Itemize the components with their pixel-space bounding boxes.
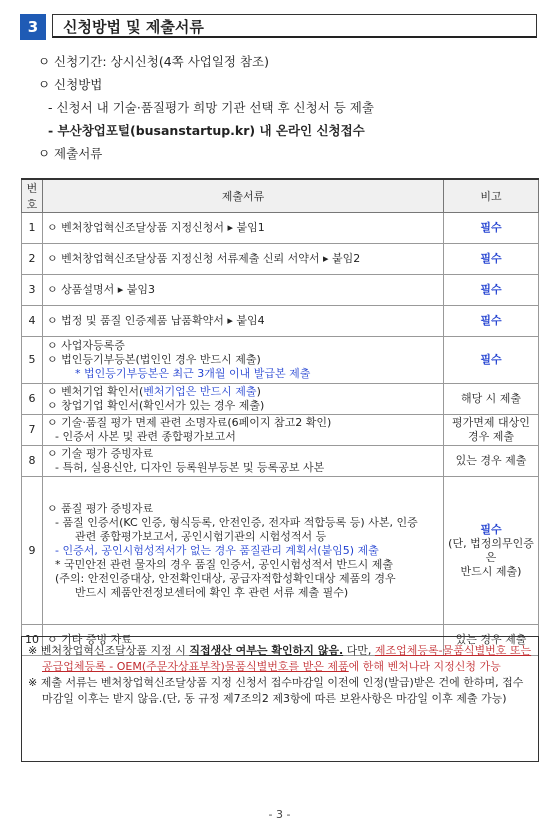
doc-line: ㅇ 법인등기부등본(법인인 경우 반드시 제출) <box>47 353 261 366</box>
note-line: 필수 <box>480 522 502 536</box>
row-note: 필수 <box>444 275 539 306</box>
table-row <box>22 306 539 337</box>
notice-highlight: 에 한해 벤처나라 지정신청 가능 <box>348 660 501 673</box>
row-note: 있는 경우 제출 <box>444 446 539 477</box>
doc-line: - 품질 인증서(KC 인증, 형식등록, 안전인증, 전자파 적합등록 등) 사본, 인증 <box>55 515 418 529</box>
note-line: 평가면제 대상인 <box>452 416 530 429</box>
row-number: 1 <box>22 213 43 244</box>
table-row <box>22 415 539 446</box>
row-note <box>444 415 539 446</box>
table-header-row <box>22 179 539 213</box>
doc-footnote: * 법인등기부등본은 최근 3개월 이내 발급본 제출 <box>75 367 311 380</box>
row-document <box>43 384 444 415</box>
row-note <box>444 477 539 625</box>
doc-caution: (주의: 안전인증대상, 안전확인대상, 공급자적합성확인대상 제품의 경우 <box>55 571 396 585</box>
doc-line: ㅇ 기술·품질 평가 면제 관련 소명자료(6페이지 참고2 확인) <box>47 416 332 429</box>
section-header <box>20 14 537 40</box>
row-note: 필수 <box>444 213 539 244</box>
section-title: 신청방법 및 제출서류 <box>52 14 537 38</box>
row-document: ㅇ 벤처창업혁신조달상품 지정신청서 ▸ 붙임1 <box>43 213 444 244</box>
notice-text: ※ 벤처창업혁신조달상품 지정 시 <box>28 644 190 657</box>
row-number: 2 <box>22 244 43 275</box>
row-document: ㅇ 벤처창업혁신조달상품 지정신청 서류제출 신뢰 서약서 ▸ 붙임2 <box>43 244 444 275</box>
doc-line: - 특허, 실용신안, 디자인 등록원부등본 및 등록공보 사본 <box>55 461 325 474</box>
table-row <box>22 384 539 415</box>
doc-line <box>47 385 439 399</box>
doc-line: - 인증서 사본 및 관련 종합평가보고서 <box>55 430 236 443</box>
page-number: - 3 - <box>268 808 291 821</box>
note-line: 경우 제출 <box>467 430 514 443</box>
doc-footnote: * 국민안전 관련 물자의 경우 품질 인증서, 공인시험성적서 반드시 제출 <box>55 557 393 571</box>
doc-line: ㅇ 사업자등록증 <box>47 339 125 352</box>
notice-highlight: 제조업체등록-물품식별번호 또는 공급업체등록 - OEM(주문자상표부착)물품식별번호를 받은 제품 <box>42 644 532 673</box>
doc-line: ㅇ 기술 평가 증빙자료 <box>47 447 154 460</box>
notice-text: 다만, <box>343 644 375 657</box>
notice-box <box>21 636 539 762</box>
row-number: 7 <box>22 415 43 446</box>
doc-caution: 반드시 제품안전정보센터에 확인 후 관련 서류 제출 필수) <box>75 585 349 599</box>
section-number: 3 <box>20 14 46 40</box>
row-number: 4 <box>22 306 43 337</box>
note-line: 반드시 제출) <box>460 564 522 578</box>
application-period: ㅇ 신청기간: 상시신청(4쪽 사업일정 참조) <box>38 54 270 69</box>
row-note: 필수 <box>444 337 539 384</box>
doc-line: 관련 종합평가보고서, 공인시험기관의 시험성적서 등 <box>75 529 327 543</box>
row-document <box>43 477 444 625</box>
row-number: 5 <box>22 337 43 384</box>
notice-2: ※ 제출 서류는 벤처창업혁신조달상품 지정 신청서 접수마감일 이전에 인정(발급)받은 건에 한하며, 접수 마감일 이후는 받지 않음.(단, 동 규정 제7조의2 제3항에 따른 보완사항은 마감일 이후 제출 가능) <box>28 676 524 705</box>
header-number: 번호 <box>22 179 43 213</box>
intro-block <box>38 50 548 165</box>
doc-text: ㅇ 벤처기업 확인서( <box>47 385 144 398</box>
docs-heading: ㅇ 제출서류 <box>38 146 103 161</box>
row-document: ㅇ 법정 및 품질 인증제품 납품확약서 ▸ 붙임4 <box>43 306 444 337</box>
header-note: 비고 <box>444 179 539 213</box>
table-row <box>22 337 539 384</box>
row-note: 필수 <box>444 244 539 275</box>
doc-text: ) <box>256 385 261 398</box>
row-document: ㅇ 기타 증빙 자료 <box>43 625 444 656</box>
notice-1 <box>28 643 532 675</box>
row-document <box>43 446 444 477</box>
note-line: (단, 법정의무인증은 <box>448 536 534 564</box>
row-number: 9 <box>22 477 43 625</box>
doc-line: ㅇ 창업기업 확인서(확인서가 있는 경우 제출) <box>47 399 265 412</box>
row-note: 필수 <box>444 306 539 337</box>
row-number: 10 <box>22 625 43 656</box>
table-row <box>22 244 539 275</box>
method-item-2: - 부산창업포털(busanstartup.kr) 내 온라인 신청접수 <box>48 123 365 138</box>
row-number: 3 <box>22 275 43 306</box>
documents-table <box>21 178 539 656</box>
table-row <box>22 213 539 244</box>
row-note: 있는 경우 제출 <box>444 625 539 656</box>
method-item-1: - 신청서 내 기술·품질평가 희망 기관 선택 후 신청서 등 제출 <box>48 100 374 115</box>
row-number: 8 <box>22 446 43 477</box>
row-note: 해당 시 제출 <box>444 384 539 415</box>
table-row <box>22 275 539 306</box>
table-row <box>22 446 539 477</box>
notice-emphasis: 직접생산 여부는 확인하지 않음. <box>189 644 344 657</box>
doc-emphasis: 벤처기업은 반드시 제출 <box>143 385 257 398</box>
doc-line: ㅇ 품질 평가 증빙자료 <box>47 501 154 515</box>
row-document: ㅇ 상품설명서 ▸ 붙임3 <box>43 275 444 306</box>
doc-line: - 인증서, 공인시험성적서가 없는 경우 품질관리 계획서(붙임5) 제출 <box>55 543 379 557</box>
row-number: 6 <box>22 384 43 415</box>
row-document <box>43 337 444 384</box>
method-heading: ㅇ 신청방법 <box>38 77 103 92</box>
header-document: 제출서류 <box>43 179 444 213</box>
row-document <box>43 415 444 446</box>
table-row <box>22 477 539 625</box>
